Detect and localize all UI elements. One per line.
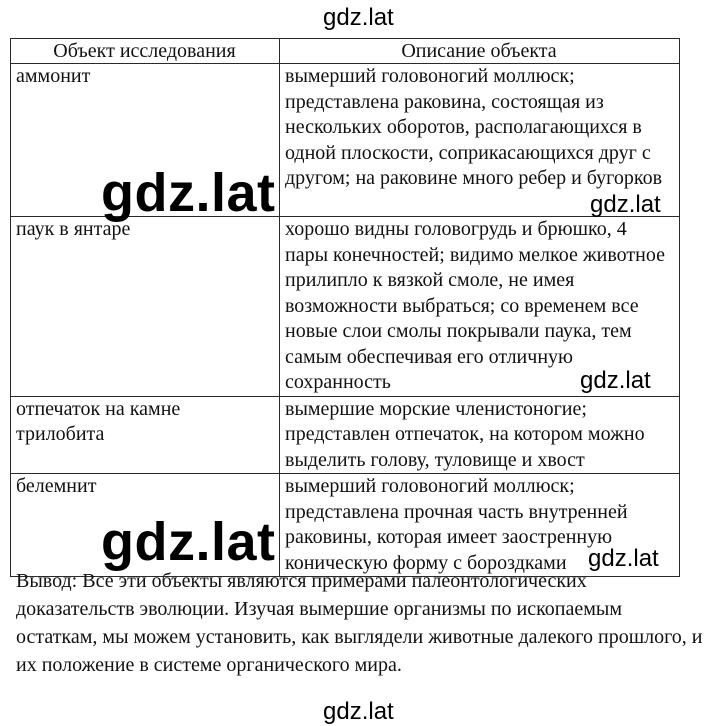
watermark-top: gdz.lat (323, 4, 394, 31)
object-cell: белемнит (11, 474, 280, 577)
object-cell: паук в янтаре (11, 217, 280, 397)
header-description: Описание объекта (280, 39, 680, 64)
watermark-small: gdz.lat (588, 545, 659, 572)
watermark-bottom: gdz.lat (323, 698, 394, 725)
watermark-large: gdz.lat (101, 163, 276, 223)
description-cell: вымерший головоногий моллюск; представлена раковина, состоящая из нескольких оборотов, располагающихся в одной плоскости, соприкасающихся друг с другом; на раковине много ребер и бугорков (280, 64, 680, 217)
research-table (10, 38, 680, 577)
conclusion-text: Вывод: Все эти объекты являются примерами палеонтологических доказательств эволюции. Изучая вымершие организмы по ископаемым остаткам, мы можем установить, как выглядели животные далекого прошлого, и их положение в системе органического мира. (16, 570, 703, 676)
table-row (11, 396, 680, 474)
description-cell: вымерший головоногий моллюск; представлена прочная часть внутренней раковины, которая имеет заостренную коническую форму с бороздками (280, 474, 680, 577)
watermark-small: gdz.lat (590, 191, 661, 218)
description-cell: вымершие морские членистоногие; представлен отпечаток, на котором можно выделить голову, туловище и хвост (280, 396, 680, 474)
watermark-small: gdz.lat (580, 367, 651, 394)
object-cell: аммонит (11, 64, 280, 217)
object-cell: отпечаток на камне трилобита (11, 396, 280, 474)
description-cell: хорошо видны головогрудь и брюшко, 4 пары конечностей; видимо мелкое животное прилипло к вязкой смоле, не имея возможности выбраться; со временем все новые слои смолы покрывали паука, тем самым обеспечивая его отличную сохранность (280, 217, 680, 397)
table-header-row (11, 39, 680, 64)
watermark-large: gdz.lat (101, 512, 276, 572)
header-object: Объект исследования (11, 39, 280, 64)
